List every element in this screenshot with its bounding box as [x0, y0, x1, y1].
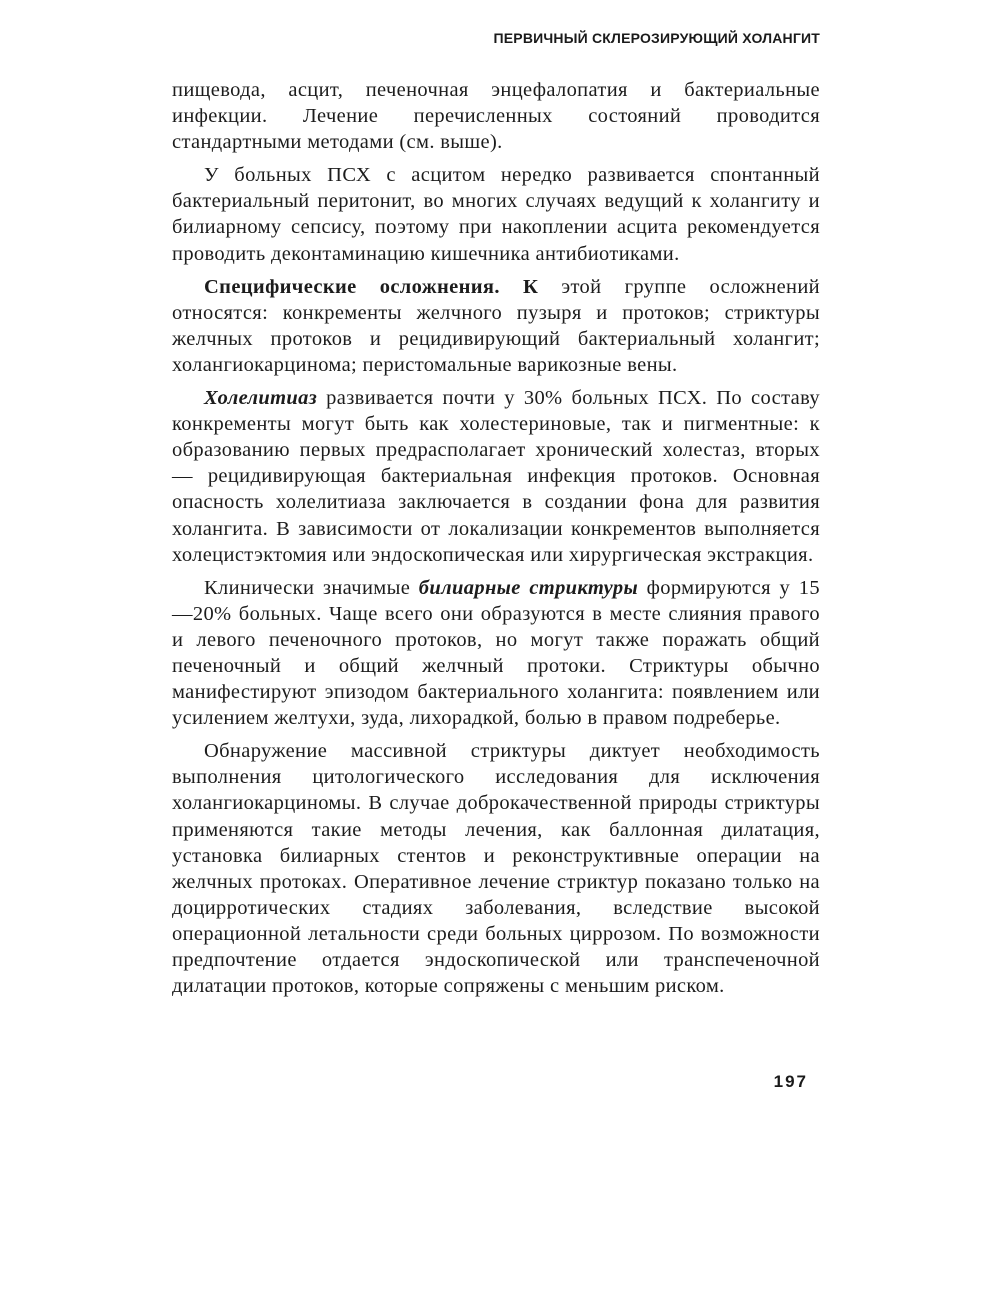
paragraph-specific-complications	[172, 274, 820, 378]
paragraph-specific-complications-text: этой группе осложнений относятся: конкременты желчного пузыря и протоков; стриктуры желчных протоков и рецидивирующий бактериальный холангит; холангиокарцинома; перистомальные варикозные вены.	[172, 275, 820, 376]
page-number: 197	[773, 1072, 808, 1091]
paragraph-cholelithiasis	[172, 385, 820, 568]
paragraph-biliary-strictures-lead: Клинически значимые	[204, 576, 419, 599]
paragraph-ascites: У больных ПСХ с асцитом нередко развивается спонтанный бактериальный перитонит, во многих случаях ведущий к холангиту и билиарному сепсису, поэтому при накоплении асцита рекомендуется проводить деконтаминацию кишечника антибиотиками.	[172, 164, 820, 265]
paragraph-cholelithiasis-text: развивается почти у 30% больных ПСХ. По составу конкременты могут быть как холестериновые, так и пигментные: к образованию первых предрасполагает хронический холестаз, вторых — рецидивирующая бактериальная инфекция протоков. Основная опасность холелитиаза заключается в создании фона для развития холангита. В зависимости от локализации конкрементов выполняется холецистэктомия или эндоскопическая или хирургическая экстракция.	[172, 387, 820, 566]
body-text	[172, 77, 820, 1006]
term-biliary-strictures: билиарные стриктуры	[418, 576, 639, 599]
section-heading-specific-complications: Специфические осложнения. К	[204, 275, 539, 298]
paragraph-stricture-treatment: Обнаружение массивной стриктуры диктует необходимость выполнения цитологического исследования для исключения холангиокарциномы. В случае доброкачественной природы стриктуры применяются такие методы лечения, как баллонная дилатация, установка билиарных стентов и реконструктивные операции на желчных протоках. Оперативное лечение стриктур показано только на доцирротических стадиях заболевания, вследствие высокой операционной летальности среди больных циррозом. По возможности предпочтение отдается эндоскопической или транспеченочной дилатации протоков, которые сопряжены с меньшим риском.	[172, 740, 820, 998]
paragraph-biliary-strictures-text: формируются у 15—20% больных. Чаще всего они образуются в месте слияния правого и левого печеночного протоков, но могут также поражать общий печеночный и общий желчный протоки. Стриктуры обычно манифестируют эпизодом бактериального холангита: появлением или усилением желтухи, зуда, лихорадкой, болью в правом подреберье.	[172, 576, 820, 730]
term-cholelithiasis: Холелитиаз	[204, 387, 318, 410]
paragraph-biliary-strictures	[172, 575, 820, 732]
paragraph-continuation: пищевода, асцит, печеночная энцефалопатия и бактериальные инфекции. Лечение перечисленных состояний проводится стандартными методами (см. выше).	[172, 79, 820, 154]
running-head: ПЕРВИЧНЫЙ СКЛЕРОЗИРУЮЩИЙ ХОЛАНГИТ	[493, 30, 820, 46]
